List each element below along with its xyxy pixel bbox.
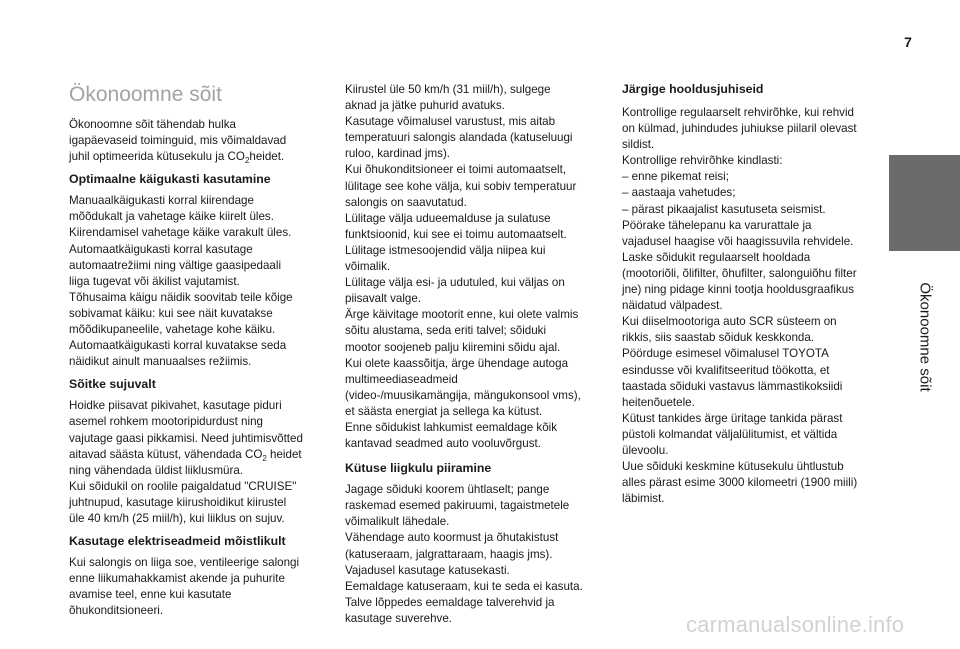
co2-subscript-2: 2	[262, 453, 267, 463]
column-3	[622, 82, 862, 507]
maintenance-paragraph: Kontrollige regulaarselt rehvirõhke, kui rehvid on külmad, juhindudes juhiukse piilaril olevast sildist. Kontrollige rehvirõhke kindlasti: – enne pikemat reisi; – aastaaja vahetudes; – pärast pikaajalist kasutuseta seismist. Pöörake tähelepanu ka varurattale ja vajadusel haagise või haagissuvila rehvidele. Laske sõidukit regulaarselt hooldada (mootoriõli, õlifilter, õhufilter, salonguiõhu filter jne) ning pidage kinni tootja hooldusgraafikus näidatud välpadest. Kui diiselmootoriga auto SCR süsteem on rikkis, siis saastab sõiduk keskkonda. Pöörduge esimesel võimalusel TOYOTA esindusse või kvalifitseeritud töökotta, et taastada sõiduki vastavus lämmastikoksiidi heitenõuetele. Kütust tankides ärge üritage tankida pärast püstoli kolmandat väljalülitumist, et vältida ülevoolu. Uue sõiduki keskmine kütusekulu ühtlustub alles pärast esime 3000 kilomeetri (1900 miili) läbimist.	[622, 106, 858, 506]
watermark: carmanualsonline.info	[686, 612, 905, 637]
column-1	[69, 82, 304, 619]
intro-text-end: heidet.	[249, 150, 285, 164]
smooth-text-end: heidet ning vähendada üldist liiklusmüra. Kui sõidukil on roolile paigaldatud "CRUISE" juhtnupud, kasutage kiirushoidikut kiirustel üle 40 km/h (25 miil/h), kui liiklus on sujuv.	[69, 447, 302, 525]
heading-maintenance: Järgige hooldusjuhiseid	[622, 82, 764, 96]
chapter-tab	[889, 155, 960, 251]
heading-smooth: Sõitke sujuvalt	[69, 377, 156, 392]
co2-subscript: 2	[244, 156, 250, 166]
chapter-tab-text: Ökonoomne sõit	[916, 282, 933, 392]
page-number: 7	[904, 34, 912, 50]
electric-paragraph: Kui salongis on liiga soe, ventileerige salongi enne liikumahakkamist akende ja puhurite avamise teel, enne kui kasutate õhukonditsioneeri.	[69, 556, 300, 618]
heading-gear: Optimaalne käigukasti kasutamine	[69, 172, 271, 187]
intro-paragraph	[69, 117, 304, 165]
fuel-paragraph: Jagage sõiduki koorem ühtlaselt; pange raskemad esemed pakiruumi, tagaistmetele võimalikult lähedale. Vähendage auto koormust ja õhutakistust (katuseraam, jalgrattaraam, haagis jms). Vajadusel kasutage katusekasti. Eemaldage katuseraam, kui te seda ei kasuta. Talve lõppedes eemaldage talverehvid ja kasutage suverehve.	[345, 483, 583, 625]
gear-paragraph: Manuaalkäigukasti korral kiirendage mõõdukalt ja vahetage käike kiirelt üles. Kiirendamisel vahetage käike varakult üles. Automaatkäigukasti korral kasutage automaatrežiimi ning vältige gaasipedaali liiga tugevat või äkilist vajutamist. Tõhusaima käigu näidik soovitab teile kõige sobivamat käiku: kui see näit kuvatakse mõõdikupaneelile, vahetage kohe käiku. Automaatkäigukasti korral kuvatakse seda näidikut ainult manuaalses režiimis.	[69, 194, 293, 369]
chapter-tab-label	[889, 262, 960, 412]
section-title: Ökonoomne sõit	[69, 83, 222, 106]
heading-fuel: Kütuse liigkulu piiramine	[345, 461, 492, 476]
ventilation-paragraph: Kiirustel üle 50 km/h (31 miil/h), sulgege aknad ja jätke puhurid avatuks. Kasutage võimalusel varustust, mis aitab temperatuuri salongis alandada (katuseluugi ruloo, kardinad jms). Kui õhukonditsioneer ei toimi automaatselt, lülitage see kohe välja, kui sobiv temperatuur salongis on saavutatud. Lülitage välja udueemalduse ja sulatuse funktsioonid, kui see ei toimu automaatselt. Lülitage istmesoojendid välja niipea kui võimalik. Lülitage välja esi- ja udutuled, kui väljas on piisavalt valge. Ärge käivitage mootorit enne, kui olete valmis sõitu alustama, seda eriti talvel; sõiduki mootor soojeneb palju kiiremini sõidu ajal. Kui olete kaassõitja, ärge ühendage autoga multimeediaseadmeid (video-/muusikamängija, mängukonsool vms), et säästa energiat ja sellega ka kütust. Enne sõidukist lahkumist eemaldage kõik kantavad seadmed auto vooluvõrgust.	[345, 83, 581, 451]
smooth-paragraph	[69, 398, 304, 527]
column-2	[345, 82, 585, 627]
intro-text: Ökonoomne sõit tähendab hulka igapäevaseid toiminguid, mis võimaldavad juhil optimeerida kütusekulu ja CO	[69, 118, 287, 164]
heading-electric: Kasutage elektriseadmeid mõistlikult	[69, 534, 286, 549]
smooth-text: Hoidke piisavat pikivahet, kasutage piduri asemel rohkem mootoripidurdust ning vajutage gaasi pikkamisi. Need juhtimisvõtted aitavad säästa kütust, vähendada CO	[69, 399, 303, 461]
